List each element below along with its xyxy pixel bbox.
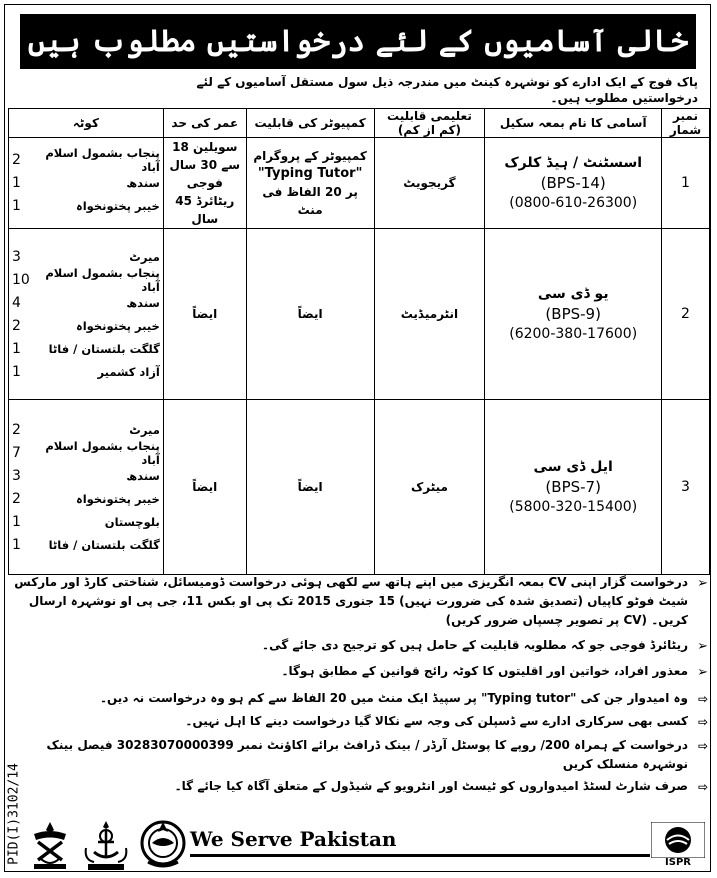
note-item bbox=[8, 736, 710, 774]
arrow-icon: ➢ bbox=[697, 576, 708, 591]
education-cell: میٹرک bbox=[374, 400, 485, 575]
table-row bbox=[9, 138, 710, 229]
computer-cell: ایضاً bbox=[246, 400, 374, 575]
pid-text: PID(I)3102/14 bbox=[6, 763, 22, 865]
quota-item bbox=[12, 195, 160, 218]
pid-code bbox=[4, 755, 24, 873]
note-item bbox=[8, 689, 710, 708]
education-cell: گریجویٹ bbox=[374, 138, 485, 229]
note-text: درخواست کے ہمراہ 200/ روپے کا پوسٹل آرڈر / بینک ڈرافٹ برائے اکاؤنٹ نمبر 30283070000399 فیصل بینک نوشہرہ منسلک کریں bbox=[46, 738, 688, 771]
table-header-row bbox=[9, 109, 710, 138]
quota-item bbox=[12, 314, 160, 337]
quota-region: سندھ bbox=[126, 295, 160, 310]
intro-text: پاک فوج کے ایک ادارے کو نوشہرہ کینٹ میں مندرجہ ذیل سول مستقل آسامیوں کے لئے درخواستیں مطلوب ہیں۔ bbox=[196, 75, 698, 105]
quota-item bbox=[12, 464, 160, 487]
quota-count: 1 bbox=[12, 513, 21, 530]
quota-item bbox=[12, 172, 160, 195]
quota-count: 2 bbox=[12, 421, 21, 438]
quota-count: 1 bbox=[12, 363, 21, 380]
arrow-icon: ⇨ bbox=[697, 692, 708, 706]
quota-item bbox=[12, 337, 160, 360]
education-cell: انٹرمیڈیٹ bbox=[374, 229, 485, 400]
arrow-icon: ➢ bbox=[697, 639, 708, 654]
page-title: خالی آسامیوں کے لئے درخواستیں مطلوب ہیں bbox=[20, 14, 696, 69]
table-row bbox=[9, 229, 710, 400]
note-item bbox=[8, 636, 710, 655]
quota-region: سندھ bbox=[126, 468, 160, 483]
note-item bbox=[8, 712, 710, 731]
note-item bbox=[8, 573, 710, 630]
note-text: ریٹائرڈ فوجی جو کہ مطلوبہ قابلیت کے حامل ہیں کو ترجیح دی جائے گی۔ bbox=[262, 638, 688, 652]
quota-region: بلوچستان bbox=[104, 514, 160, 529]
quota-count: 10 bbox=[12, 271, 30, 288]
note-text: وہ امیدوار جن کی "Typing tutor" پر سپیڈ ایک منٹ میں 20 الفاظ سے کم ہو وہ درخواست نہ دیں۔ bbox=[99, 691, 688, 705]
quota-cell bbox=[9, 138, 164, 229]
quota-count: 2 bbox=[12, 490, 21, 507]
ispr-label: ISPR bbox=[665, 857, 691, 868]
quota-count: 2 bbox=[12, 152, 21, 168]
row-sno: 3 bbox=[662, 400, 710, 575]
note-text: درخواست گزار اپنی CV بمعہ انگریزی میں اپنے ہاتھ سے لکھی ہوئی درخواست ڈومیسائل، شناختی کارڈ اور مارکس شیٹ فوٹو کاپیاں (تصدیق شدہ کی ضرورت نہیں) 15 جنوری 2015 تک پی او بکس 11، جی پی او نوشہرہ ارسال کریں۔ (CV پر تصویر چسپاں ضرور کریں) bbox=[14, 575, 688, 627]
quota-region: خیبر پختونخواہ bbox=[75, 491, 160, 506]
quota-item bbox=[12, 438, 160, 467]
computer-cell bbox=[246, 138, 374, 229]
post-pay: (0800-610-26300) bbox=[509, 195, 638, 211]
notes-list bbox=[8, 573, 710, 796]
quota-region: سندھ bbox=[126, 176, 160, 190]
age-cell: ایضاً bbox=[163, 229, 246, 400]
quota-count: 1 bbox=[12, 198, 21, 214]
quota-cell bbox=[9, 400, 164, 575]
quota-count: 1 bbox=[12, 340, 21, 357]
age-line: فوجی ریٹائرڈ 45 سال bbox=[175, 176, 235, 226]
note-text: کسی بھی سرکاری ادارے سے ڈسپلن کی وجہ سے نکالا گیا درخواست دینے کا اہل نہیں۔ bbox=[185, 714, 688, 728]
airforce-crest-icon bbox=[138, 818, 188, 872]
header-age: عمر کی حد bbox=[163, 109, 246, 138]
quota-region: خیبر پختونخواہ bbox=[75, 199, 160, 213]
post-cell bbox=[485, 138, 662, 229]
quota-region: پنجاب بشمول اسلام آباد bbox=[45, 438, 160, 467]
quota-region: میرٹ bbox=[129, 249, 160, 264]
header-computer: کمپیوٹر کی قابلیت bbox=[246, 109, 374, 138]
post-scale: (BPS-7) bbox=[545, 478, 601, 496]
quota-region: گلگت بلتستان / فاٹا bbox=[48, 341, 160, 356]
army-crest-icon bbox=[28, 818, 72, 872]
slogan: We Serve Pakistan bbox=[190, 827, 397, 851]
quota-item bbox=[12, 487, 160, 510]
quota-item bbox=[12, 291, 160, 314]
arrow-icon: ➢ bbox=[697, 665, 708, 680]
age-cell: ایضاً bbox=[163, 400, 246, 575]
quota-item bbox=[12, 265, 160, 294]
note-item bbox=[8, 777, 710, 796]
quota-region: گلگت بلتستان / فاٹا bbox=[48, 537, 160, 552]
post-name: یو ڈی سی bbox=[537, 286, 609, 302]
age-cell bbox=[163, 138, 246, 229]
quota-region: خیبر پختونخواہ bbox=[75, 318, 160, 333]
post-pay: (6200-380-17600) bbox=[509, 326, 638, 342]
note-item bbox=[8, 662, 710, 681]
post-pay: (5800-320-15400) bbox=[509, 499, 638, 515]
note-text: صرف شارٹ لسٹڈ امیدواروں کو ٹیسٹ اور انٹرویو کے شیڈول کے متعلق آگاہ کیا جائے گا۔ bbox=[174, 779, 688, 793]
quota-count: 1 bbox=[12, 536, 21, 553]
quota-count: 3 bbox=[12, 467, 21, 484]
computer-line: کمپیوٹر کے پروگرام bbox=[253, 149, 367, 163]
quota-item bbox=[12, 360, 160, 383]
quota-count: 7 bbox=[12, 444, 21, 461]
slogan-underline bbox=[190, 854, 650, 857]
row-sno: 2 bbox=[662, 229, 710, 400]
ispr-logo-icon bbox=[651, 822, 705, 858]
header-post: آسامی کا نام بمعہ سکیل bbox=[485, 109, 662, 138]
quota-region: پنجاب بشمول اسلام آباد bbox=[45, 146, 160, 174]
header-quota: کوٹہ bbox=[9, 109, 164, 138]
header-education: تعلیمی قابلیت (کم از کم) bbox=[374, 109, 485, 138]
table-row bbox=[9, 400, 710, 575]
quota-region: پنجاب بشمول اسلام آباد bbox=[45, 265, 160, 294]
post-scale: (BPS-9) bbox=[545, 305, 601, 323]
post-name: اسسٹنٹ / ہیڈ کلرک bbox=[504, 155, 643, 171]
quota-item bbox=[12, 146, 160, 174]
post-name: ایل ڈی سی bbox=[533, 459, 613, 475]
age-line: سویلین 18 سے 30 سال bbox=[169, 140, 241, 172]
row-sno: 1 bbox=[662, 138, 710, 229]
post-scale: (BPS-14) bbox=[540, 174, 606, 192]
quota-count: 1 bbox=[12, 175, 21, 191]
quota-item bbox=[12, 533, 160, 556]
arrow-icon: ⇨ bbox=[697, 715, 708, 729]
arrow-icon: ⇨ bbox=[697, 780, 708, 794]
header-sno: نمبر شمار bbox=[662, 109, 710, 138]
quota-count: 2 bbox=[12, 317, 21, 334]
vacancies-table bbox=[8, 108, 710, 575]
post-cell bbox=[485, 400, 662, 575]
quota-count: 4 bbox=[12, 294, 21, 311]
computer-line: پر 20 الفاظ فی منٹ bbox=[262, 185, 358, 217]
note-text: معذور افراد، خواتین اور اقلیتوں کا کوٹہ رائج قوانین کے مطابق ہوگا۔ bbox=[281, 664, 688, 678]
computer-cell: ایضاً bbox=[246, 229, 374, 400]
quota-region: میرٹ bbox=[129, 422, 160, 437]
navy-crest-icon bbox=[80, 818, 132, 872]
quota-region: آزاد کشمیر bbox=[97, 364, 160, 379]
arrow-icon: ⇨ bbox=[697, 739, 708, 753]
quota-count: 3 bbox=[12, 248, 21, 265]
post-cell bbox=[485, 229, 662, 400]
ispr-logo bbox=[651, 822, 705, 870]
computer-line: "Typing Tutor" bbox=[257, 166, 363, 181]
quota-cell bbox=[9, 229, 164, 400]
quota-item bbox=[12, 510, 160, 533]
